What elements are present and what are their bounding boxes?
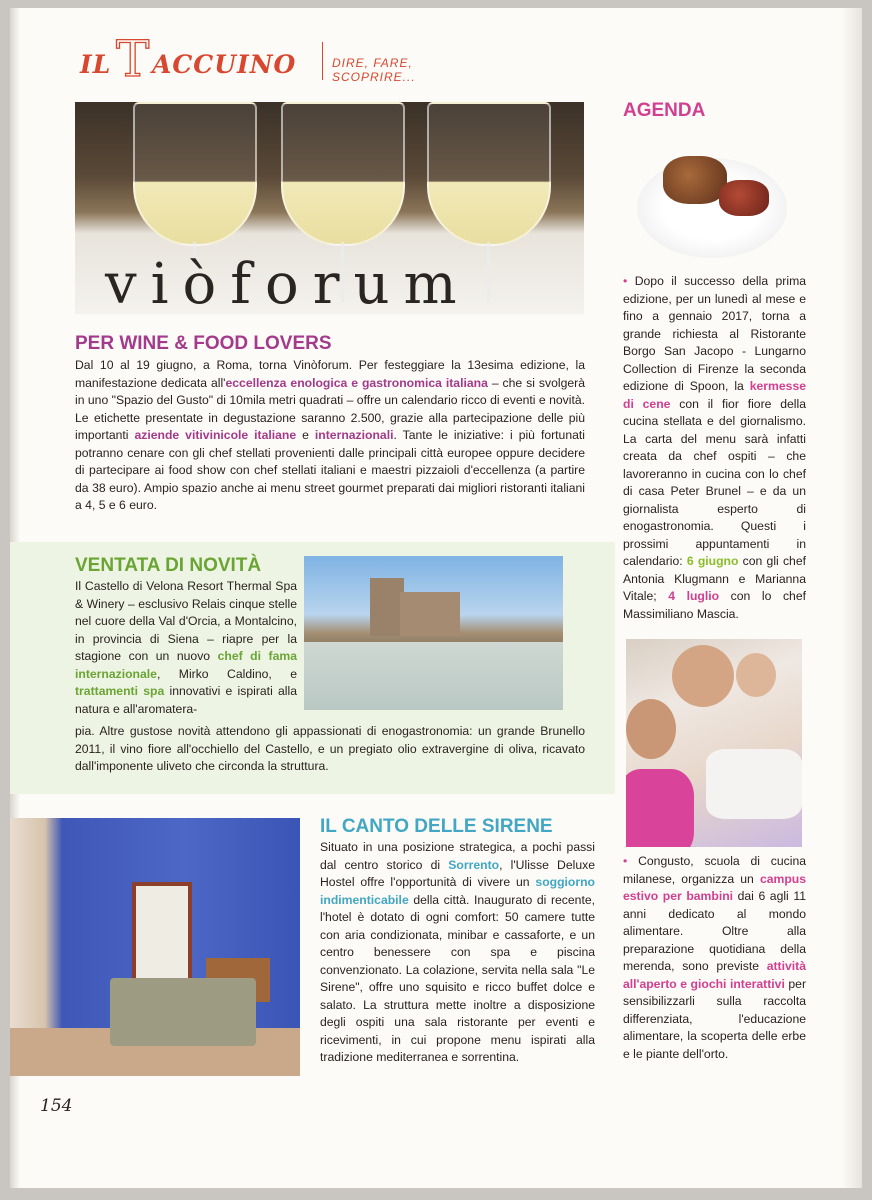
- section-title-novita: VENTATA DI NOVITÀ: [75, 555, 262, 576]
- infinity-pool: [304, 642, 563, 710]
- wine-glass: [281, 102, 405, 246]
- hotel-room-photo: [10, 818, 300, 1076]
- meat-portion: [663, 156, 727, 204]
- page-edge-shadow: [842, 8, 862, 1188]
- meat-portion: [719, 180, 769, 216]
- novita-article-body: Il Castello di Velona Resort Thermal Spa & Winery – esclusivo Relais cinque stelle nel cuore della Val d'Orcia, a Montalcino, in provincia di Siena – riapre per la stagione con un nuovo chef di fama internazionale, Mirko Caldino, e trattamenti spa innovativi e ispirati alla natura e all'aromatera-: [75, 579, 297, 716]
- agenda-spoon-body: • Dopo il successo della prima edizione, per un lunedì al mese e fino a gennaio 2017, torna a grande richiesta al Ristorante Borgo San Jacopo - Lungarno Collection di Firenze la seconda edizione di Spoon, la kermesse di cene con il fior fiore della cucina stellata e del giornalismo. La carta del menu sarà infatti creata da chef ospiti – che lavoreranno in cucina con lo chef di casa Peter Brunel – e da un giornalista esperto di enogastronomia. Questi i prossimi appuntamenti in calendario: 6 giugno con gli chef Antonia Klugmann e Marianna Vitale; 4 luglio con lo chef Massimiliano Mascia.: [623, 274, 807, 621]
- castle-tower: [370, 578, 404, 636]
- wine-glass: [133, 102, 257, 246]
- novita-article-body-continued: pia. Altre gustose novità attendono gli appassionati di enogastronomia: un grande Brunello 2011, il vino fiore all'occhiello del Castello, e un pregiato olio extravergine di oliva, ricavato dall'imponente uliveto che circonda la struttura.: [75, 724, 585, 773]
- magazine-page: [10, 8, 862, 1188]
- vinoforum-logo-print: viòforum: [105, 252, 471, 314]
- glass-stem: [487, 242, 490, 302]
- wine-glasses-photo: [75, 102, 584, 314]
- gourmet-dish-photo: [623, 138, 793, 268]
- room-window: [132, 882, 192, 990]
- child-face: [736, 653, 776, 697]
- masthead-drop-t: T: [116, 30, 150, 88]
- wine-glass: [427, 102, 551, 246]
- section-title-agenda: AGENDA: [623, 100, 706, 121]
- masthead-accuino: ACCUINO: [152, 50, 297, 79]
- children-cooking-photo: [626, 639, 802, 847]
- castello-velona-photo: [304, 556, 563, 710]
- castle-building: [400, 592, 460, 636]
- masthead-il: IL: [80, 50, 112, 79]
- child-face: [672, 645, 734, 707]
- child-shirt: [626, 769, 694, 847]
- hotel-bed: [110, 978, 256, 1046]
- child-face: [626, 699, 676, 759]
- masthead-divider: [322, 42, 323, 80]
- wine-article-body: Dal 10 al 19 giugno, a Roma, torna Vinòforum. Per festeggiare la 13esima edizione, la manifestazione dedicata all'eccellenza enologica e gastronomica italiana – che si svolgerà in uno "Spazio del Gusto" di 10mila metri quadrati – offre un calendario ricco di eventi e novità. Le etichette presentate in degustazione saranno 2.500, grazie alla partecipazione delle più importanti aziende vitivinicole italiane e internazionali. Tante le iniziative: i più fortunati potranno cenare con gli chef stellati provenienti dalle principali città europee oppure decidere di partecipare ai food show con chef stellati italiani e maestri pizzaioli d'eccellenza (a partire da 38 euro). Ampio spazio anche ai menu street gourmet preparati dai migliori ristoranti italiani a 4, 5 e 6 euro.: [75, 358, 585, 512]
- sirene-article-body: Situato in una posizione strategica, a pochi passi dal centro storico di Sorrento, l'Ulisse Deluxe Hostel offre l'opportunità di vivere un soggiorno indimenticabile della città. Inaugurato di recente, l'hotel è dotato di ogni comfort: 50 camere tutte con aria condizionata, minibar e cassaforte, e un centro benessere con spa e piscina convenzionato. La colazione, servita nella sala "Le Sirene", offre uno squisito e ricco buffet dolce e salato. La struttura mette inoltre a disposizione degli ospiti una sala ristorante per eventi e ricevimenti, in cui propone menu ispirati alla tradizione mediterranea e sorrentina.: [320, 840, 595, 1064]
- section-title-wine: PER WINE & FOOD LOVERS: [75, 333, 332, 354]
- agenda-congusto-body: • Congusto, scuola di cucina milanese, organizza un campus estivo per bambini dai 6 agli 11 anni dedicato al mondo alimentare. Oltre alla preparazione quotidiana della merenda, sono previste attività all'aperto e giochi interattivi per sensibilizzarli sulla raccolta differenziata, l'educazione alimentare, la scoperta delle erbe e le piante dell'orto.: [623, 854, 806, 1061]
- masthead-subtitle: DIRE, FARE, SCOPRIRE...: [332, 56, 416, 84]
- section-title-sirene: IL CANTO DELLE SIRENE: [320, 816, 553, 837]
- table: [706, 749, 802, 819]
- page-number: 154: [40, 1096, 73, 1116]
